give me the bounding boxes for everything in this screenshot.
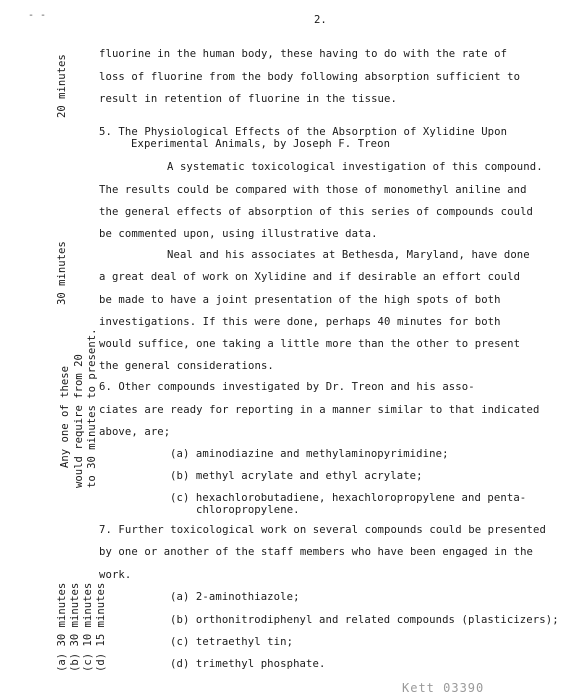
- section-5-heading-continued: Experimental Animals, by Joseph F. Treon: [131, 138, 391, 150]
- corner-marks: - -: [28, 10, 47, 21]
- margin-note-line: (c) 10 minutes: [82, 582, 94, 672]
- text-line: result in retention of fluorine in the tissue.: [99, 93, 397, 105]
- list-item: (d) trimethyl phosphate.: [170, 658, 326, 670]
- text-line: the general considerations.: [99, 360, 274, 372]
- text-line: Neal and his associates at Bethesda, Maryland, have done: [167, 249, 530, 261]
- text-line: a great deal of work on Xylidine and if desirable an effort could: [99, 271, 521, 283]
- margin-note-line: to 30 minutes to present.: [86, 328, 98, 488]
- list-item: (a) aminodiazine and methylaminopyrimidine;: [170, 448, 449, 460]
- text-line: by one or another of the staff members who have been engaged in the: [99, 546, 534, 558]
- text-line: work.: [99, 569, 132, 581]
- list-item: (b) methyl acrylate and ethyl acrylate;: [170, 470, 423, 482]
- margin-note-line: Any one of these: [59, 365, 71, 468]
- text-line: above, are;: [99, 426, 171, 438]
- text-line: be made to have a joint presentation of the high spots of both: [99, 294, 501, 306]
- list-item-continued: chloropropylene.: [196, 504, 300, 516]
- text-line: be commented upon, using illustrative data.: [99, 228, 378, 240]
- list-item: (b) orthonitrodiphenyl and related compounds (plasticizers);: [170, 614, 559, 626]
- text-line: the general effects of absorption of this series of compounds could: [99, 206, 534, 218]
- archive-stamp: Kett 03390: [402, 681, 485, 695]
- list-item: (c) hexachlorobutadiene, hexachloropropylene and penta-: [170, 492, 527, 504]
- text-line: investigations. If this were done, perhaps 40 minutes for both: [99, 316, 501, 328]
- text-line: would suffice, one taking a little more than the other to present: [99, 338, 521, 350]
- text-line: 7. Further toxicological work on several compounds could be presented: [99, 524, 546, 536]
- text-line: 6. Other compounds investigated by Dr. Treon and his asso-: [99, 381, 475, 393]
- text-line: loss of fluorine from the body following absorption sufficient to: [99, 71, 521, 83]
- margin-note-line: (b) 30 minutes: [69, 582, 81, 672]
- text-line: fluorine in the human body, these having to do with the rate of: [99, 48, 508, 60]
- list-item: (c) tetraethyl tin;: [170, 636, 294, 648]
- margin-note-line: would require from 20: [73, 354, 85, 488]
- text-line: The results could be compared with those of monomethyl aniline and: [99, 184, 527, 196]
- margin-note-line: (a) 30 minutes: [56, 582, 68, 672]
- page-number: 2.: [314, 14, 327, 26]
- section-5-heading: 5. The Physiological Effects of the Absorption of Xylidine Upon: [99, 126, 508, 138]
- text-line: A systematic toxicological investigation of this compound.: [167, 161, 543, 173]
- text-line: ciates are ready for reporting in a manner similar to that indicated: [99, 404, 540, 416]
- margin-note-30-minutes: 30 minutes: [56, 241, 68, 305]
- margin-note-20-minutes: 20 minutes: [56, 54, 68, 118]
- list-item: (a) 2-aminothiazole;: [170, 591, 300, 603]
- margin-note-line: (d) 15 minutes: [95, 582, 107, 672]
